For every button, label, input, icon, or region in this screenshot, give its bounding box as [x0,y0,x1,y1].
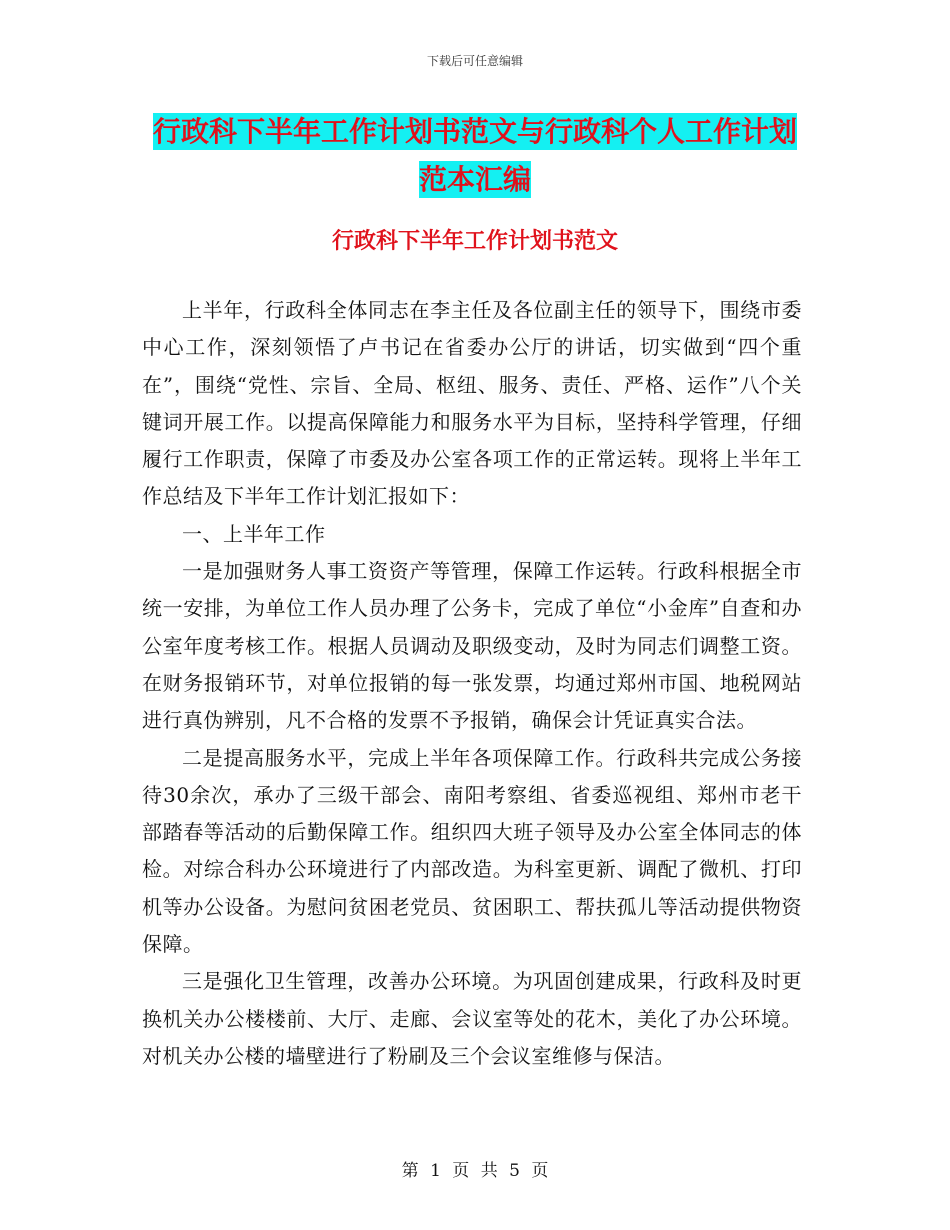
paragraph: 一、上半年工作 [182,521,326,546]
title-line-2: 范本汇编 [418,163,531,196]
paragraph: 三是强化卫生管理，改善办公环境。为巩固创建成果，行政科及时更换机关办公楼楼前、大厅、走廊、会议室等处的花木，美化了办公环境。对机关办公楼的墙壁进行了粉刷及三个会议室维修与保洁。 [142,969,802,1068]
page-number-footer: 第 1 页 共 5 页 [401,1161,549,1181]
section-title: 行政科下半年工作计划书范文 [331,229,618,254]
document-body [142,292,802,1075]
document-title [0,108,950,204]
paragraph: 上半年，行政科全体同志在李主任及各位副主任的领导下，围绕市委中心工作，深刻领悟了卢书记在省委办公厅的讲话，切实做到“四个重在”，围绕“党性、宗旨、全局、枢纽、服务、责任、严格、运作”八个关键词开展工作。以提高保障能力和服务水平为目标，坚持科学管理，仔细履行工作职责，保障了市委及办公室各项工作的正常运转。现将上半年工作总结及下半年工作计划汇报如下： [142,298,802,509]
page-header-note: 下载后可任意编辑 [426,54,523,68]
paragraph: 二是提高服务水平，完成上半年各项保障工作。行政科共完成公务接待30余次，承办了三级干部会、南阳考察组、省委巡视组、郑州市老干部踏春等活动的后勤保障工作。组织四大班子领导及办公室全体同志的体检。对综合科办公环境进行了内部改造。为科室更新、调配了微机、打印机等办公设备。为慰问贫困老党员、贫困职工、帮扶孤儿等活动提供物资保障。 [142,745,802,957]
title-line-1: 行政科下半年工作计划书范文与行政科个人工作计划 [152,115,797,148]
paragraph: 一是加强财务人事工资资产等管理，保障工作运转。行政科根据全市统一安排，为单位工作人员办理了公务卡，完成了单位“小金库”自查和办公室年度考核工作。根据人员调动及职级变动，及时为同志们调整工资。在财务报销环节，对单位报销的每一张发票，均通过郑州市国、地税网站进行真伪辨别，凡不合格的发票不予报销，确保会计凭证真实合法。 [142,559,802,733]
